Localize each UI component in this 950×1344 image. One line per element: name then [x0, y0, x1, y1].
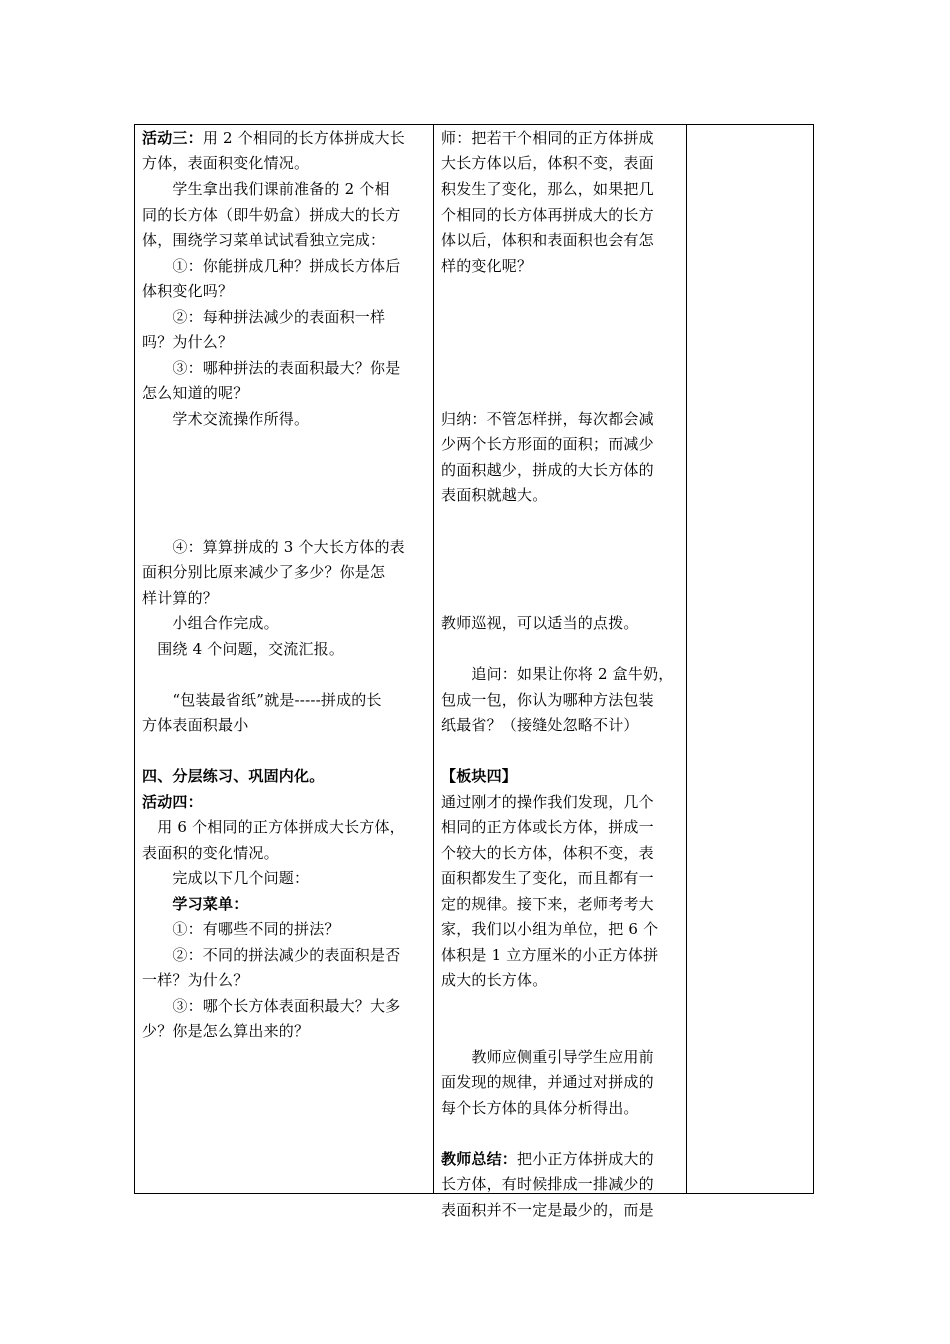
- text-line: 面积都发生了变化，而且都有一: [441, 869, 654, 887]
- lesson-plan-table: [134, 124, 814, 1219]
- text-line: 包成一包，你认为哪种方法包装: [441, 691, 654, 709]
- text-line: 面发现的规律，并通过对拼成的: [441, 1073, 654, 1091]
- text-line: 教师应侧重引导学生应用前: [441, 1048, 654, 1066]
- text-line: 师：把若干个相同的正方体拼成: [441, 129, 654, 147]
- text-line: 体积是 1 立方厘米的小正方体拼: [441, 946, 659, 964]
- text-line: 用 6 个相同的正方体拼成大长方体，: [142, 818, 405, 836]
- text-line: 吗？为什么？: [142, 333, 234, 351]
- text-line: 围绕 4 个问题，交流汇报。: [142, 640, 345, 658]
- teacher-guidance-column: [441, 125, 681, 1219]
- text-line: 面积分别比原来减少了多少？你是怎: [142, 563, 386, 581]
- text-line: 体，围绕学习菜单试试看独立完成：: [142, 231, 386, 249]
- text-line: 完成以下几个问题：: [142, 869, 310, 887]
- text-line: 归纳：不管怎样拼，每次都会减: [441, 410, 654, 428]
- text-line: ③：哪个长方体表面积最大？大多: [142, 997, 401, 1015]
- text-line: 【板块四】: [441, 767, 518, 785]
- text-line: “包装最省纸”就是-----拼成的长: [142, 691, 382, 709]
- text-line: 个相同的长方体再拼成大的长方: [441, 206, 654, 224]
- line-tail: 把小正方体拼成大的: [517, 1150, 654, 1168]
- column-divider: [433, 125, 434, 1193]
- text-line: 学习菜单：: [142, 895, 249, 913]
- text-line: 一样？为什么？: [142, 971, 249, 989]
- line-tail: 用 2 个相同的长方体拼成大长: [202, 129, 405, 147]
- text-line: 定的规律。接下来，老师考考大: [441, 895, 654, 913]
- text-line: 小组合作完成。: [142, 614, 279, 632]
- text-line: ④：算算拼成的 3 个大长方体的表: [142, 538, 405, 556]
- text-line: [441, 1147, 681, 1171]
- text-line: 表面积就越大。: [441, 486, 548, 504]
- text-line: 家，我们以小组为单位，把 6 个: [441, 920, 659, 938]
- text-line: 每个长方体的具体分析得出。: [441, 1099, 639, 1117]
- text-line: 通过刚才的操作我们发现，几个: [441, 793, 654, 811]
- student-activity-column: [142, 125, 427, 1193]
- text-line: 积发生了变化，那么，如果把几: [441, 180, 654, 198]
- text-line: 成大的长方体。: [441, 971, 548, 989]
- text-line: ③：哪种拼法的表面积最大？你是: [142, 359, 401, 377]
- text-line: 追问：如果让你将 2 盒牛奶，: [441, 665, 674, 683]
- text-line: 样计算的？: [142, 589, 219, 607]
- text-line: 方体，表面积变化情况。: [142, 154, 310, 172]
- text-line: 方体表面积最小: [142, 716, 249, 734]
- text-line: 教师巡视，可以适当的点拨。: [441, 614, 639, 632]
- text-line: 大长方体以后，体积不变，表面: [441, 154, 654, 172]
- text-line: 表面积并不一定是最少的，而是: [441, 1201, 654, 1219]
- text-line: ②：每种拼法减少的表面积一样: [142, 308, 386, 326]
- notes-column: [694, 125, 804, 1193]
- text-line: 的面积越少，拼成的大长方体的: [441, 461, 654, 479]
- text-line: ①：你能拼成几种？拼成长方体后: [142, 257, 401, 275]
- text-line: 纸最省？（接缝处忽略不计）: [441, 716, 639, 734]
- text-line: 活动四：: [142, 793, 203, 811]
- text-line: 个较大的长方体，体积不变，表: [441, 844, 654, 862]
- text-line: 学生拿出我们课前准备的 2 个相: [142, 180, 390, 198]
- text-line: 体积变化吗？: [142, 282, 234, 300]
- text-line: [142, 126, 427, 150]
- text-line: 长方体，有时候排成一排减少的: [441, 1175, 654, 1193]
- text-line: 怎么知道的呢？: [142, 384, 249, 402]
- text-line: 相同的正方体或长方体，拼成一: [441, 818, 654, 836]
- text-line: 同的长方体（即牛奶盒）拼成大的长方: [142, 206, 401, 224]
- text-line: ①：有哪些不同的拼法？: [142, 920, 340, 938]
- text-line: 样的变化呢？: [441, 257, 533, 275]
- bold-lead: 活动三：: [142, 129, 203, 147]
- text-line: 学术交流操作所得。: [142, 410, 310, 428]
- text-line: 少？你是怎么算出来的？: [142, 1022, 310, 1040]
- column-divider: [686, 125, 687, 1193]
- text-line: 四、分层练习、巩固内化。: [142, 767, 325, 785]
- text-line: 表面积的变化情况。: [142, 844, 279, 862]
- bold-lead: 教师总结：: [441, 1150, 518, 1168]
- text-line: 少两个长方形面的面积；而减少: [441, 435, 654, 453]
- text-line: ②：不同的拼法减少的表面积是否: [142, 946, 401, 964]
- text-line: 体以后，体积和表面积也会有怎: [441, 231, 654, 249]
